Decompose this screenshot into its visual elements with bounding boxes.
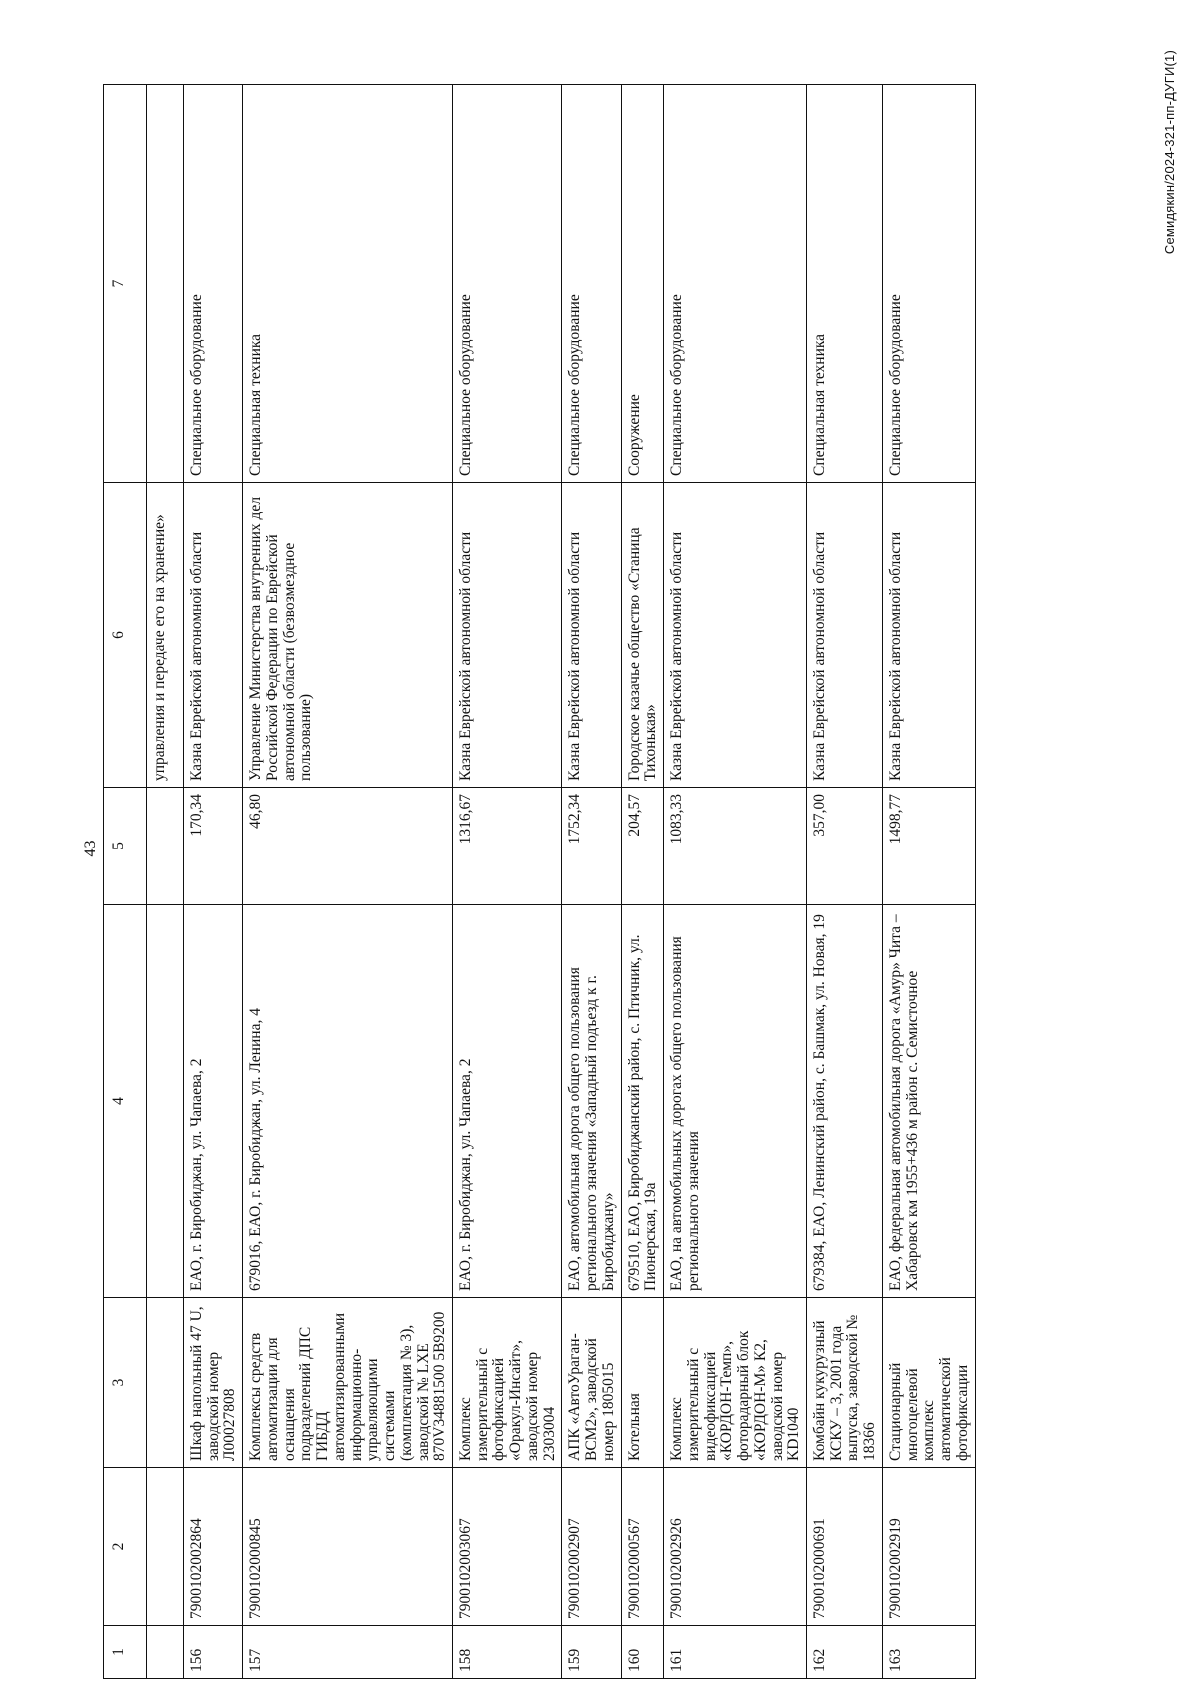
table-header-row: [104, 85, 147, 1679]
cell-index: 156: [184, 1626, 243, 1679]
cell-holder: Казна Еврейской автономной области: [882, 483, 975, 788]
cell-holder: управления и передаче его на хранение»: [147, 483, 184, 788]
column-header: 3: [104, 1298, 147, 1468]
cell-address: ЕАО, г. Биробиджан, ул. Чапаева, 2: [453, 905, 562, 1298]
cell-address: ЕАО, автомобильная дорога общего пользования регионального значения «Западный подъезд к г. Биробиджану»: [562, 905, 621, 1298]
cell-index: 158: [453, 1626, 562, 1679]
cell-holder: Казна Еврейской автономной области: [806, 483, 882, 788]
cell-registry-number: 7900102002907: [562, 1468, 621, 1626]
cell-registry-number: 7900102000691: [806, 1468, 882, 1626]
cell-type: Специальная техника: [806, 85, 882, 483]
cell-value: 1316,67: [453, 788, 562, 905]
cell-holder: Казна Еврейской автономной области: [184, 483, 243, 788]
table-row: [882, 85, 975, 1679]
cell-value: [147, 788, 184, 905]
table-row-continuation: [147, 85, 184, 1679]
cell-holder: Казна Еврейской автономной области: [562, 483, 621, 788]
cell-value: 1083,33: [664, 788, 807, 905]
cell-registry-number: 7900102002926: [664, 1468, 807, 1626]
cell-registry-number: 7900102002864: [184, 1468, 243, 1626]
cell-holder: Казна Еврейской автономной области: [664, 483, 807, 788]
cell-index: 163: [882, 1626, 975, 1679]
property-register-table: [103, 84, 976, 1679]
column-header: 2: [104, 1468, 147, 1626]
cell-name: АПК «АвтоУраган-ВСМ2», заводской номер 1805015: [562, 1298, 621, 1468]
cell-address: 679510, ЕАО, Биробиджанский район, с. Птичник, ул. Пионерская, 19а: [621, 905, 663, 1298]
cell-type: Сооружение: [621, 85, 663, 483]
cell-index: [147, 1626, 184, 1679]
cell-type: Специальное оборудование: [664, 85, 807, 483]
cell-value: 204,57: [621, 788, 663, 905]
table-row: [243, 85, 453, 1679]
cell-index: 157: [243, 1626, 453, 1679]
cell-name: Шкаф напольный 47 U, заводской номер Л00027808: [184, 1298, 243, 1468]
cell-name: Комбайн кукурузный КСКУ – 3, 2001 года выпуска, заводской № 18366: [806, 1298, 882, 1468]
cell-type: Специальная техника: [243, 85, 453, 483]
cell-registry-number: 7900102000567: [621, 1468, 663, 1626]
cell-address: ЕАО, на автомобильных дорогах общего пользования регионального значения: [664, 905, 807, 1298]
cell-value: 357,00: [806, 788, 882, 905]
cell-address: 679016, ЕАО, г. Биробиджан, ул. Ленина, 4: [243, 905, 453, 1298]
cell-holder: Городское казачье общество «Станица Тихонькая»: [621, 483, 663, 788]
cell-name: Комплексы средств автоматизации для оснащения подразделений ДПС ГИБДД автоматизированными информационно-управляющими системами (комплектация № 3), заводской № LXE 870V34881500 5B9200: [243, 1298, 453, 1468]
cell-name: Стационарный многоцелевой комплекс автоматической фотофиксации: [882, 1298, 975, 1468]
cell-value: 46,80: [243, 788, 453, 905]
cell-index: 159: [562, 1626, 621, 1679]
cell-holder: Управление Министерства внутренних дел Российской Федерации по Еврейской автономной области (безвозмездное пользование): [243, 483, 453, 788]
cell-address: ЕАО, федеральная автомобильная дорога «Амур» Чита – Хабаровск км 1955+436 м район с. Семисточное: [882, 905, 975, 1298]
cell-value: 1752,34: [562, 788, 621, 905]
cell-registry-number: 7900102000845: [243, 1468, 453, 1626]
cell-value: 170,34: [184, 788, 243, 905]
cell-type: Специальное оборудование: [184, 85, 243, 483]
table-row: [806, 85, 882, 1679]
cell-name: Комплекс измерительный с видеофиксацией «КОРДОН-Темп», фоторадарный блок «КОРДОН-М» К2, заводской номер KD1040: [664, 1298, 807, 1468]
cell-address: 679384, ЕАО, Ленинский район, с. Башмак, ул. Новая, 19: [806, 905, 882, 1298]
table-row: [184, 85, 243, 1679]
document-code: Семидякин/2024-321-пп-ДУГИ(1): [1162, 50, 1177, 255]
cell-name: [147, 1298, 184, 1468]
cell-registry-number: [147, 1468, 184, 1626]
column-header: 7: [104, 85, 147, 483]
column-header: 6: [104, 483, 147, 788]
cell-registry-number: 7900102003067: [453, 1468, 562, 1626]
column-header: 1: [104, 1626, 147, 1679]
page-number: 43: [82, 840, 99, 857]
cell-value: 1498,77: [882, 788, 975, 905]
table-row: [453, 85, 562, 1679]
cell-type: [147, 85, 184, 483]
cell-address: ЕАО, г. Биробиджан, ул. Чапаева, 2: [184, 905, 243, 1298]
cell-type: Специальное оборудование: [562, 85, 621, 483]
table-row: [562, 85, 621, 1679]
cell-name: Комплекс измерительный с фотофиксацией «Оракул-Инсайт», заводской номер 2303004: [453, 1298, 562, 1468]
column-header: 5: [104, 788, 147, 905]
table-row: [621, 85, 663, 1679]
cell-name: Котельная: [621, 1298, 663, 1468]
cell-holder: Казна Еврейской автономной области: [453, 483, 562, 788]
cell-type: Специальное оборудование: [882, 85, 975, 483]
cell-type: Специальное оборудование: [453, 85, 562, 483]
cell-index: 162: [806, 1626, 882, 1679]
table-row: [664, 85, 807, 1679]
cell-index: 161: [664, 1626, 807, 1679]
cell-address: [147, 905, 184, 1298]
cell-registry-number: 7900102002919: [882, 1468, 975, 1626]
column-header: 4: [104, 905, 147, 1298]
cell-index: 160: [621, 1626, 663, 1679]
